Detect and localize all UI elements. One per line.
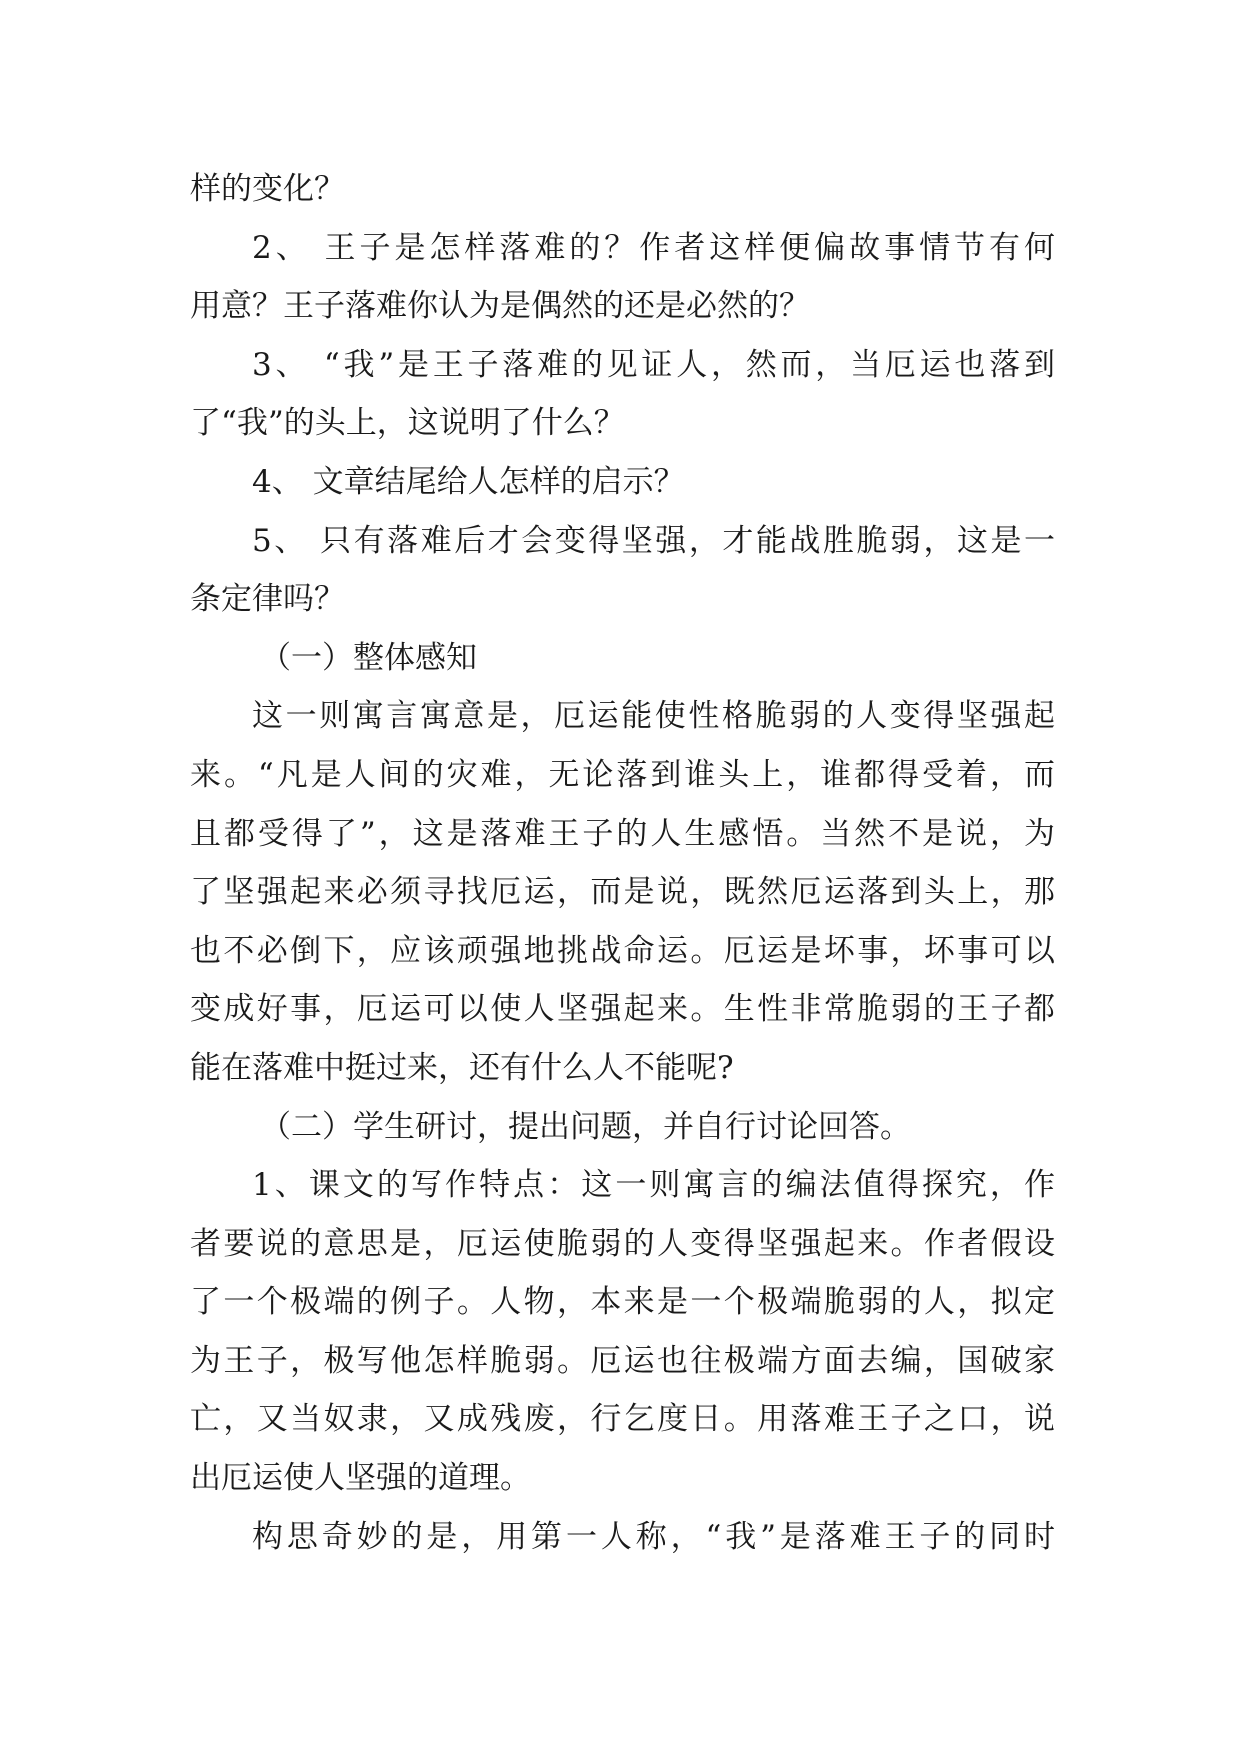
paragraph-line: 这一则寓言寓意是，厄运能使性格脆弱的人变得坚强起: [252, 698, 1055, 735]
section-heading-1: （一）整体感知: [260, 639, 477, 676]
question-4-line: 4、 文章结尾给人怎样的启示？: [252, 463, 685, 500]
text-line: 样的变化？: [190, 171, 345, 207]
question-2-line-1: 2、 王子是怎样落难的？作者这样便偏故事情节有何: [252, 229, 1055, 266]
question-5-line-2: 条定律吗？: [190, 581, 345, 618]
paragraph-line: 构思奇妙的是，用第一人称，“我”是落难王子的同时: [252, 1518, 1055, 1555]
paragraph-line: 且都受得了”，这是落难王子的人生感悟。当然不是说，为: [190, 815, 1055, 852]
question-5-line-1: 5、 只有落难后才会变得坚强，才能战胜脆弱，这是一: [252, 522, 1055, 559]
paragraph-line: 1、课文的写作特点：这一则寓言的编法值得探究，作: [252, 1167, 1055, 1204]
paragraph-line: 出厄运使人坚强的道理。: [190, 1460, 531, 1497]
paragraph-line: 者要说的意思是，厄运使脆弱的人变得坚强起来。作者假设: [190, 1225, 1055, 1262]
document-page: [190, 160, 1055, 1566]
question-2-line-2: 用意？王子落难你认为是偶然的还是必然的？: [190, 288, 810, 325]
question-3-line-1: 3、 “我”是王子落难的见证人，然而，当厄运也落到: [252, 346, 1055, 383]
paragraph-line: 亡，又当奴隶，又成残废，行乞度日。用落难王子之口，说: [190, 1401, 1055, 1438]
paragraph-line: 能在落难中挺过来，还有什么人不能呢?: [190, 1049, 734, 1086]
paragraph-line: 了坚强起来必须寻找厄运，而是说，既然厄运落到头上，那: [190, 874, 1055, 911]
question-3-line-2: 了“我”的头上，这说明了什么？: [190, 405, 625, 442]
section-heading-2: （二）学生研讨，提出问题，并自行讨论回答。: [260, 1108, 911, 1145]
paragraph-line: 了一个极端的例子。人物，本来是一个极端脆弱的人，拟定: [190, 1284, 1055, 1321]
paragraph-line: 也不必倒下，应该顽强地挑战命运。厄运是坏事，坏事可以: [190, 932, 1055, 969]
paragraph-line: 为王子，极写他怎样脆弱。厄运也往极端方面去编，国破家: [190, 1342, 1055, 1379]
paragraph-line: 来。“凡是人间的灾难，无论落到谁头上，谁都得受着，而: [190, 756, 1055, 793]
paragraph-line: 变成好事，厄运可以使人坚强起来。生性非常脆弱的王子都: [190, 991, 1055, 1028]
